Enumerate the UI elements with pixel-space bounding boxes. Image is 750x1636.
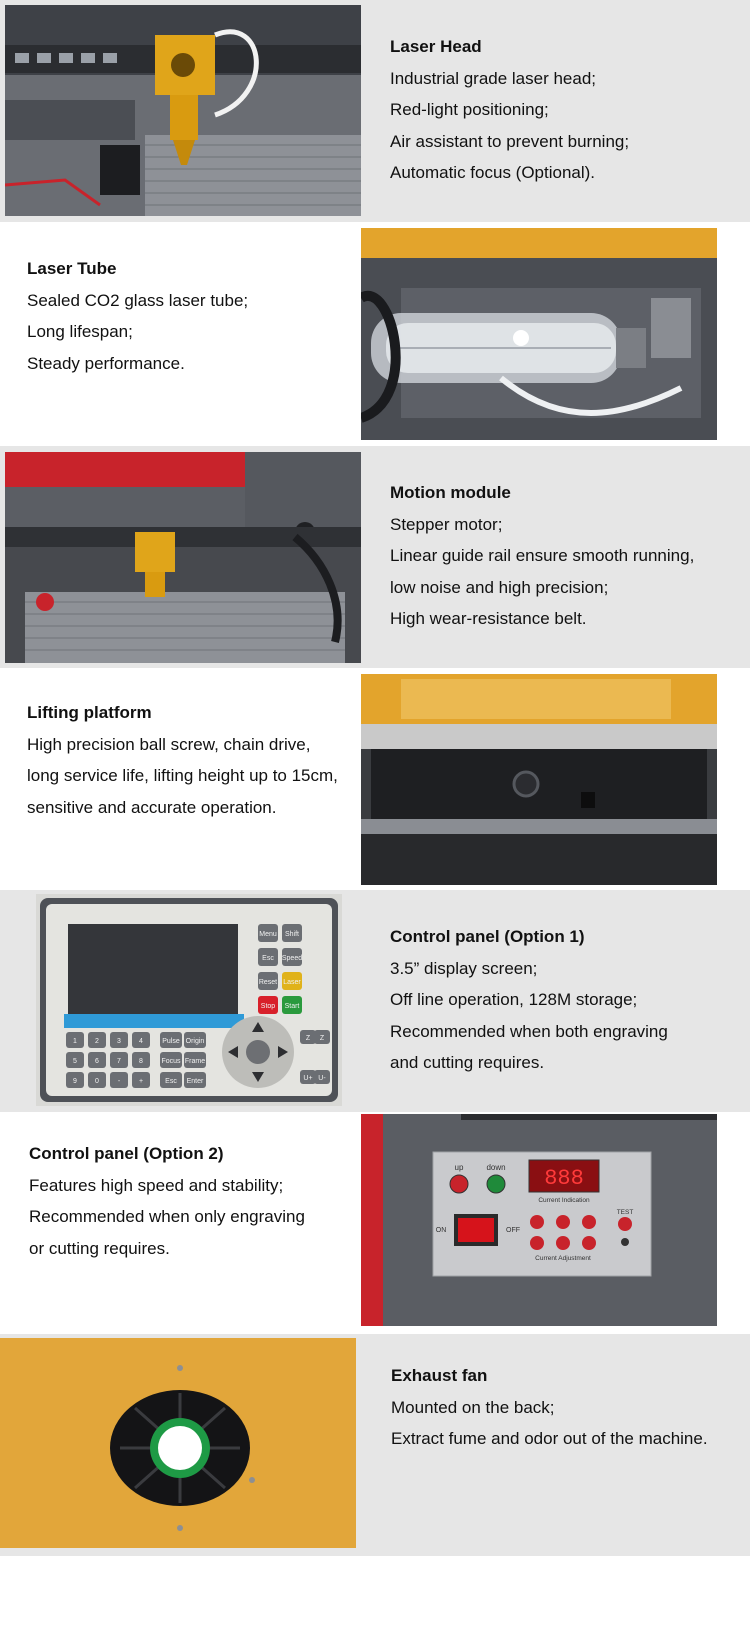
section-title: Exhaust fan (391, 1366, 488, 1385)
svg-text:Z: Z (319, 1035, 325, 1042)
axis-key[interactable] (314, 1070, 330, 1084)
feature-line: Extract fume and odor out of the machine. (391, 1429, 708, 1448)
panel-key[interactable] (282, 924, 302, 942)
function-key[interactable] (160, 1052, 182, 1068)
on-label: ON (435, 1227, 447, 1234)
laser-head-photo (5, 5, 361, 216)
lifting-platform-text (27, 697, 338, 823)
svg-text:Esc: Esc (165, 1078, 177, 1085)
svg-text:Frame: Frame (184, 1058, 206, 1065)
laser-head-text (390, 31, 629, 189)
up-label: up (454, 1163, 464, 1172)
feature-line: Automatic focus (Optional). (390, 163, 596, 182)
svg-text:U-: U- (318, 1075, 326, 1082)
svg-text:6: 6 (95, 1058, 99, 1065)
feature-line: Linear guide rail ensure smooth running, (390, 546, 695, 565)
svg-text:8: 8 (139, 1058, 143, 1065)
lifting-platform-photo (361, 674, 717, 885)
laser-tube-text (27, 253, 248, 379)
svg-text:1: 1 (73, 1038, 77, 1045)
feature-line: Sealed CO2 glass laser tube; (27, 290, 249, 310)
feature-line: High wear-resistance belt. (390, 609, 587, 628)
feature-line: Red-light positioning; (390, 100, 549, 119)
exhaust-fan-photo (0, 1338, 356, 1548)
svg-text:+: + (138, 1078, 144, 1085)
digit-key[interactable] (132, 1072, 150, 1088)
svg-text:U+: U+ (303, 1075, 313, 1082)
section-laser-tube (0, 222, 750, 446)
svg-text:Origin: Origin (185, 1038, 205, 1045)
svg-text:Speed: Speed (281, 955, 303, 962)
feature-line: Recommended when both engraving (390, 1021, 668, 1041)
svg-text:5: 5 (73, 1058, 77, 1065)
axis-key[interactable] (300, 1070, 316, 1084)
feature-line: or cutting requires. (29, 1238, 170, 1258)
section-title: Control panel (Option 1) (390, 927, 585, 946)
control-panel-2-text (29, 1138, 305, 1264)
svg-text:Shift: Shift (284, 931, 300, 938)
section-control-panel-2 (0, 1112, 750, 1334)
test-label: TEST (616, 1209, 634, 1216)
digit-key[interactable] (110, 1052, 128, 1068)
feature-line: Air assistant to prevent burning; (390, 131, 630, 151)
feature-line: Long lifespan; (27, 322, 133, 341)
panel-key[interactable] (258, 996, 278, 1014)
panel-key[interactable] (282, 948, 302, 966)
laser-tube-photo (361, 228, 717, 440)
svg-text:Stop: Stop (260, 1003, 276, 1010)
current-indication-label: Current Indication (538, 1197, 590, 1204)
control-panel-1-photo (36, 894, 342, 1106)
svg-text:7: 7 (117, 1058, 121, 1065)
svg-text:Focus: Focus (161, 1058, 181, 1065)
digit-key[interactable] (132, 1052, 150, 1068)
svg-text:2: 2 (95, 1038, 99, 1045)
down-label: down (486, 1163, 506, 1172)
digit-key[interactable] (66, 1052, 84, 1068)
section-title: Motion module (390, 483, 511, 502)
digit-key[interactable] (88, 1032, 106, 1048)
current-display-value: 888 (544, 1166, 584, 1191)
section-exhaust-fan (0, 1334, 750, 1556)
svg-text:Z: Z (305, 1035, 311, 1042)
test-button[interactable] (618, 1217, 632, 1231)
feature-line: and cutting requires. (390, 1053, 545, 1072)
off-label: OFF (506, 1227, 520, 1234)
axis-key[interactable] (300, 1030, 316, 1044)
section-control-panel-1 (0, 890, 750, 1112)
up-button[interactable] (450, 1175, 468, 1193)
feature-line: 3.5” display screen; (390, 958, 538, 978)
svg-text:3: 3 (117, 1038, 121, 1045)
control-panel-1-text (390, 921, 668, 1079)
motion-module-text (390, 477, 694, 635)
axis-key[interactable] (314, 1030, 330, 1044)
section-title: Laser Head (390, 37, 482, 56)
control-panel-1-graphic (36, 894, 342, 1106)
digit-key[interactable] (110, 1072, 128, 1088)
exhaust-fan-text (391, 1360, 708, 1455)
section-title: Control panel (Option 2) (29, 1144, 224, 1163)
digit-key[interactable] (132, 1032, 150, 1048)
panel-key[interactable] (258, 924, 278, 942)
svg-text:4: 4 (139, 1038, 143, 1045)
digit-key[interactable] (88, 1052, 106, 1068)
svg-text:Esc: Esc (262, 955, 274, 962)
function-key[interactable] (184, 1072, 206, 1088)
digit-key[interactable] (66, 1032, 84, 1048)
feature-line: Steady performance. (27, 353, 185, 373)
feature-line: Mounted on the back; (391, 1397, 555, 1417)
feature-line: Stepper motor; (390, 514, 503, 534)
panel-key[interactable] (258, 972, 278, 990)
section-lifting-platform (0, 668, 750, 890)
digit-key[interactable] (66, 1072, 84, 1088)
section-motion-module (0, 446, 750, 668)
svg-text:9: 9 (73, 1078, 77, 1085)
feature-line: High precision ball screw, chain drive, (27, 734, 311, 754)
feature-line: Recommended when only engraving (29, 1207, 305, 1226)
svg-text:Pulse: Pulse (162, 1038, 180, 1045)
feature-line: long service life, lifting height up to 15cm, (27, 766, 338, 785)
svg-text:Laser: Laser (283, 979, 301, 986)
digit-key[interactable] (110, 1032, 128, 1048)
digit-key[interactable] (88, 1072, 106, 1088)
current-adjustment-label: Current Adjustment (535, 1255, 591, 1262)
feature-line: Off line operation, 128M storage; (390, 990, 638, 1009)
motion-module-photo (5, 452, 361, 663)
function-key[interactable] (160, 1032, 182, 1048)
test-led (621, 1238, 629, 1246)
down-button[interactable] (487, 1175, 505, 1193)
feature-line: sensitive and accurate operation. (27, 797, 277, 817)
feature-line: Features high speed and stability; (29, 1175, 284, 1195)
feature-line: low noise and high precision; (390, 577, 609, 597)
function-key[interactable] (160, 1072, 182, 1088)
svg-text:Enter: Enter (186, 1078, 204, 1085)
panel-key[interactable] (282, 996, 302, 1014)
control-panel-2-photo (361, 1114, 717, 1326)
control-panel-2-graphic (361, 1114, 717, 1326)
function-key[interactable] (184, 1052, 206, 1068)
function-key[interactable] (184, 1032, 206, 1048)
section-title: Lifting platform (27, 703, 152, 722)
svg-text:Menu: Menu (259, 931, 277, 938)
svg-text:0: 0 (95, 1078, 99, 1085)
panel-key[interactable] (282, 972, 302, 990)
section-laser-head (0, 0, 750, 222)
svg-text:Start: Start (284, 1003, 300, 1010)
section-title: Laser Tube (27, 259, 117, 278)
svg-text:-: - (117, 1078, 121, 1085)
svg-text:Reset: Reset (258, 979, 278, 986)
panel-key[interactable] (258, 948, 278, 966)
feature-line: Industrial grade laser head; (390, 68, 597, 88)
